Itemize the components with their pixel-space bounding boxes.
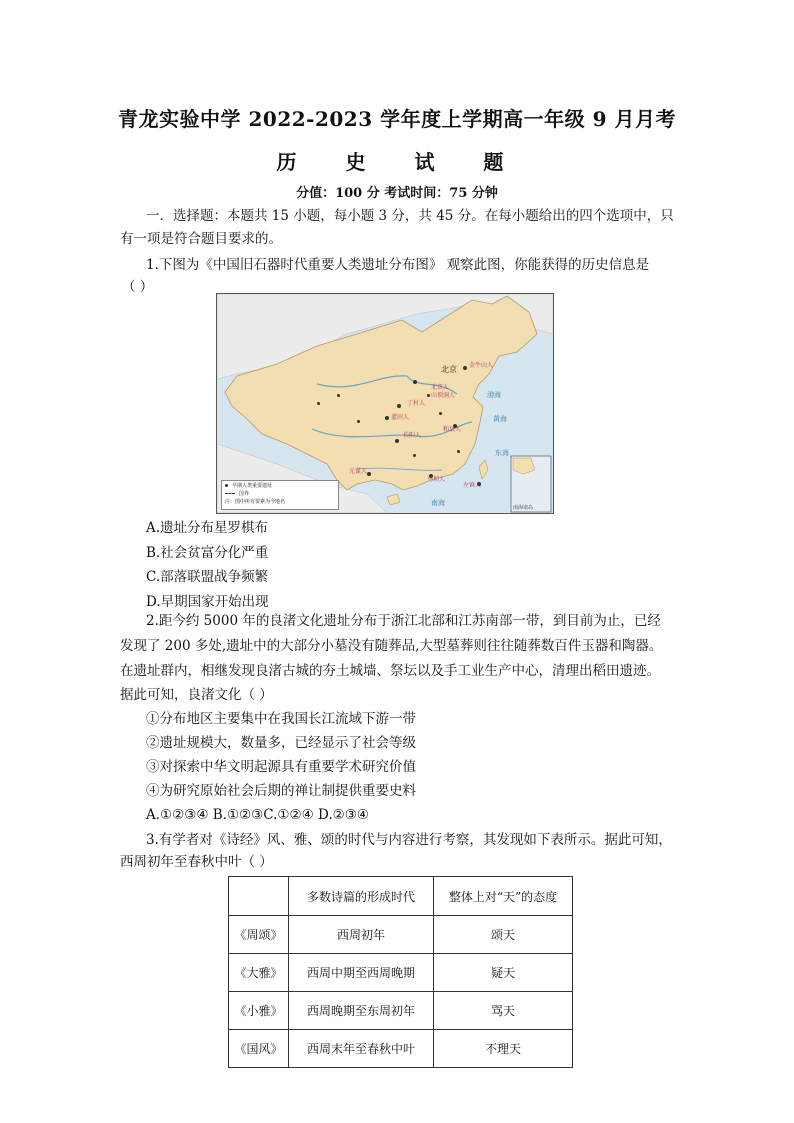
site-marker [457,450,460,453]
map-label-donghai: 东海 [495,449,509,457]
exam-title: 青龙实验中学 2022-2023 学年度上学期高一年级 9 月月考 [118,107,676,131]
table-cell: 《小雅》 [229,992,289,1030]
map-label-bohai: 渤海 [487,391,501,399]
section-instruction-line1: 一．选择题：本题共 15 小题，每小题 3 分，共 45 分。在每小题给出的四个选项中，只 [146,208,674,224]
map-label-nanhai: 南海 [431,499,445,507]
q3-stem-line1: 3.有学者对《诗经》风、雅、颂的时代与内容进行考察，其发现如下表所示。据此可知， [146,832,672,848]
legend-site: 早期人类重要遗址 [232,483,273,489]
legend-border-icon [225,493,235,494]
q2-stem-line2: 发现了 200 多处,遗址中的大部分小墓没有随葬品,大型墓葬则往往随葬数百件玉器和陶器。 [120,638,663,654]
table-cell: 西周晚期至东周初年 [289,992,434,1030]
site-marker [385,416,389,420]
q1-option-b: B.社会贫富分化严重 [146,545,269,561]
table-cell: 《大雅》 [229,954,289,992]
q1-option-d: D.早期国家开始出现 [146,594,269,610]
q1-option-c: C.部落联盟战争频繁 [146,569,269,585]
table-header-row [229,877,573,916]
site-marker [397,404,401,408]
q2-item-3: ③对探索中华文明起源具有重要学术研究价值 [146,759,416,775]
table-cell: 西周中期至西周晚期 [289,954,434,992]
table-row [229,1030,573,1068]
site-marker [395,439,399,443]
map-label-hexian: 和县人 [443,426,462,433]
table-cell: 西周初年 [289,916,434,954]
site-marker [413,454,416,457]
map-label-yuanmou: 元谋人 [349,468,368,475]
map-label-southsea-islands: 南海诸岛 [513,505,534,511]
q3-stem-line2: 西周初年至春秋中叶（ ） [120,854,273,870]
table-row [229,992,573,1030]
q2-stem-line3: 在遗址群内，相继发现良渚古城的夯土城墙、祭坛以及手工业生产中心，清理出稻田遗迹。 [120,663,660,679]
map-label-changyang: 长阳人 [403,432,422,439]
table-header-cell: 整体上对“天”的态度 [434,877,573,916]
map-label-shandingdong: 山顶洞人 [431,392,456,399]
table-row [229,916,573,954]
q1-stem-line2: （ ） [122,279,154,295]
legend-border: 国界 [239,491,250,497]
q2-stem-line4: 据此可知，良渚文化（ ） [120,687,273,703]
table-cell: 西周末年至春秋中叶 [289,1030,434,1068]
map-label-maba: 马坝人 [427,476,446,483]
site-marker [427,394,430,397]
site-marker [439,412,442,415]
exam-subject: 历 史 试 题 [276,150,518,174]
q2-item-2: ②遗址规模大，数量多，已经显示了社会等级 [146,735,416,751]
map-legend [221,480,339,510]
map-label-beijing: 北京 [441,365,457,374]
q1-stem-line1: 1.下图为《中国旧石器时代重要人类遗址分布图》 观察此图，你能获得的历史信息是 [146,257,650,273]
site-marker [367,472,371,476]
table-cell: 不理天 [434,1030,573,1068]
map-label-beijingren: 北京人 [431,384,450,391]
map-label-dingcun: 丁村人 [407,400,426,407]
section-instruction-line2: 有一项是符合题目要求的。 [120,231,282,247]
q2-item-1: ①分布地区主要集中在我国长江流域下游一带 [146,711,416,727]
site-marker [357,420,360,423]
table-cell: 颂天 [434,916,573,954]
table-cell: 疑天 [434,954,573,992]
q3-table [228,876,573,1068]
site-marker [337,394,340,397]
map-label-huanghai: 黄海 [493,415,507,423]
table-cell: 《周颂》 [229,916,289,954]
legend-note: 注：图中所有要素为今地名 [225,499,286,505]
china-paleolithic-map [216,293,554,514]
site-marker [463,366,467,370]
exam-meta: 分值：100 分 考试时间：75 分钟 [296,186,498,201]
site-marker [317,402,320,405]
table-cell: 骂天 [434,992,573,1030]
table-cell: 《国风》 [229,1030,289,1068]
table-header-cell: 多数诗篇的形成时代 [289,877,434,916]
site-marker [413,380,417,384]
table-row [229,954,573,992]
table-header-cell [229,877,289,916]
legend-dot-icon [225,484,228,487]
map-label-lantian: 蓝田人 [391,414,410,421]
q1-option-a: A.遗址分布星罗棋布 [146,520,269,536]
q2-stem-line1: 2.距今约 5000 年的良渚文化遗址分布于浙江北部和江苏南部一带，到目前为止，已经 [146,613,661,629]
map-label-jinniushan: 金牛山人 [469,362,494,369]
q2-item-4: ④为研究原始社会后期的禅让制提供重要史料 [146,783,416,799]
map-label-zuozhen: 左镇人 [463,482,482,489]
q2-options: A.①②③④ B.①②③C.①②④ D.②③④ [146,807,369,823]
